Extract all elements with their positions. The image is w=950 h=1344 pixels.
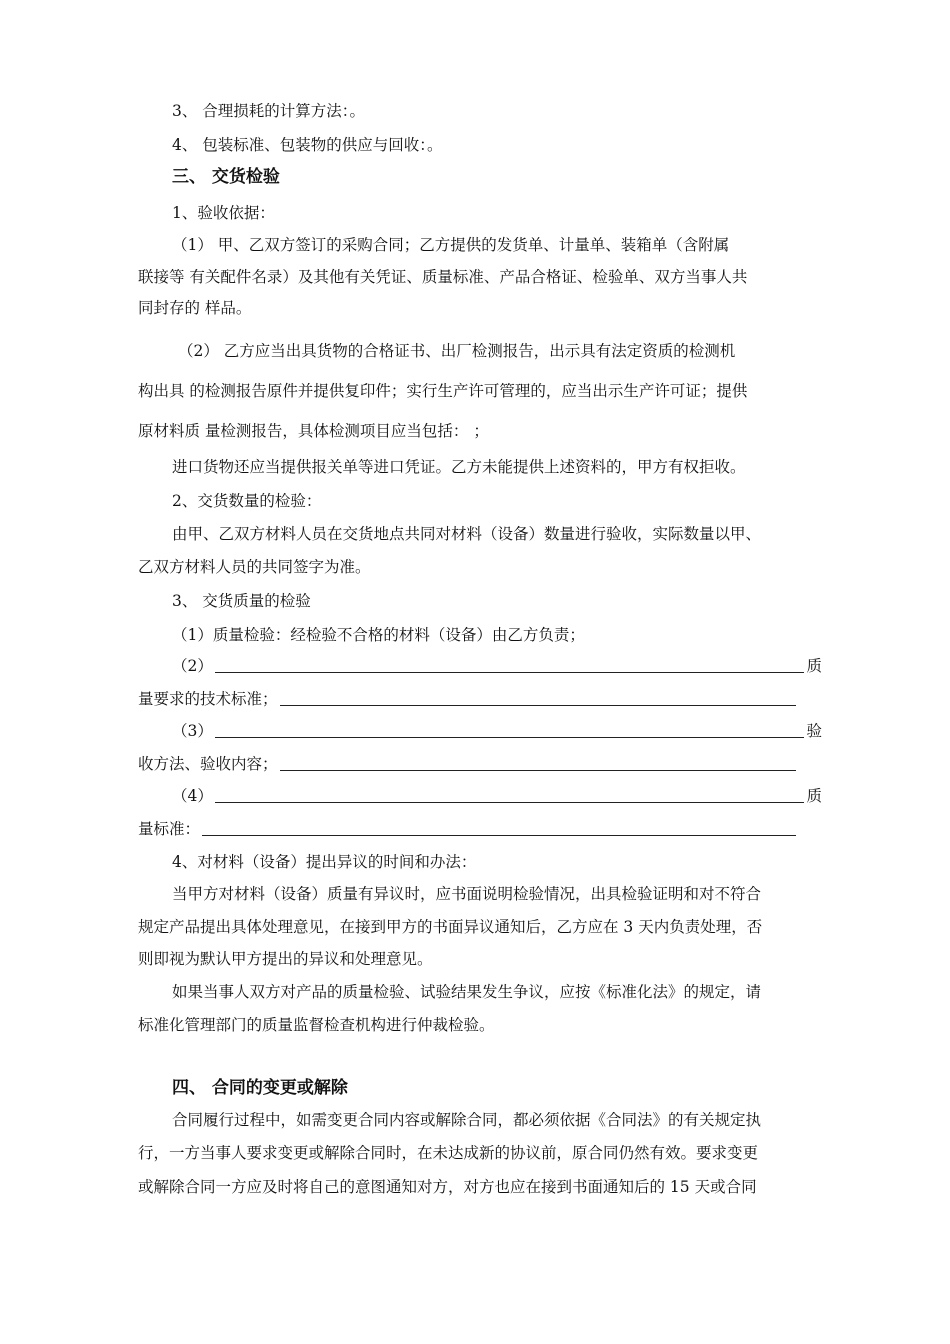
paragraph-line: 标准化管理部门的质量监督检查机构进行仲裁检验。	[138, 1016, 495, 1034]
paragraph-line: 由甲、乙双方材料人员在交货地点共同对材料（设备）数量进行验收，实际数量以甲、	[172, 525, 762, 543]
paragraph-line: 合同履行过程中，如需变更合同内容或解除合同，都必须依据《合同法》的有关规定执	[172, 1111, 762, 1129]
fill-line-tail: 验	[806, 722, 822, 740]
blank-underline	[215, 788, 805, 803]
paragraph-line: 当甲方对材料（设备）质量有异议时，应书面说明检验情况，出具检验证明和对不符合	[172, 885, 762, 903]
fill-line-row	[138, 689, 798, 709]
paragraph-line: 联接等 有关配件名录）及其他有关凭证、质量标准、产品合格证、检验单、双方当事人共	[138, 268, 748, 286]
fill-line-tail: 质	[806, 787, 822, 805]
subheading-quantity-inspection: 2、交货数量的检验：	[172, 492, 322, 510]
subheading-objection-procedure: 4、对材料（设备）提出异议的时间和办法：	[172, 853, 477, 871]
fill-line-row	[172, 656, 822, 676]
paragraph-line: （1） 甲、乙双方签订的采购合同；乙方提供的发货单、计量单、装箱单（含附属	[172, 236, 730, 254]
fill-line-label: 量要求的技术标准；	[138, 690, 278, 708]
fill-line-row	[138, 754, 798, 774]
paragraph-line: 原材料质 量检测报告，具体检测项目应当包括： ；	[138, 422, 489, 440]
section-heading-contract-change: 四、 合同的变更或解除	[172, 1078, 348, 1098]
paragraph-import-documents: 进口货物还应当提供报关单等进口凭证。乙方未能提供上述资料的，甲方有权拒收。	[172, 458, 746, 476]
fill-line-label: （2）	[172, 657, 213, 675]
paragraph-line: 或解除合同一方应及时将自己的意图通知对方，对方也应在接到书面通知后的 15 天或合同	[138, 1178, 757, 1196]
fill-line-label: 收方法、验收内容；	[138, 755, 278, 773]
blank-underline	[215, 658, 805, 673]
fill-line-label: （3）	[172, 722, 213, 740]
fill-line-row	[138, 819, 798, 839]
paragraph-line: （2） 乙方应当出具货物的合格证书、出厂检测报告，出示具有法定资质的检测机	[178, 342, 736, 360]
fill-line-row	[172, 721, 822, 741]
blank-underline	[280, 691, 796, 706]
item-loss-calculation: 3、 合理损耗的计算方法：。	[172, 102, 366, 120]
fill-line-row	[172, 786, 822, 806]
fill-line-label: （4）	[172, 787, 213, 805]
paragraph-line: 乙双方材料人员的共同签字为准。	[138, 558, 371, 576]
quality-item-1: （1）质量检验：经检验不合格的材料（设备）由乙方负责；	[172, 626, 585, 644]
fill-line-label: 量标准：	[138, 820, 201, 838]
blank-underline	[202, 821, 796, 836]
blank-underline	[280, 756, 796, 771]
subheading-quality-inspection: 3、 交货质量的检验	[172, 592, 311, 610]
paragraph-line: 规定产品提出具体处理意见，在接到甲方的书面异议通知后，乙方应在 3 天内负责处理，否	[138, 918, 763, 936]
subheading-acceptance-basis: 1、验收依据：	[172, 204, 275, 222]
paragraph-line: 构出具 的检测报告原件并提供复印件；实行生产许可管理的，应当出示生产许可证；提供	[138, 382, 748, 400]
section-heading-delivery-inspection: 三、 交货检验	[172, 167, 280, 187]
item-packaging-standard: 4、 包装标准、包装物的供应与回收：。	[172, 136, 443, 154]
paragraph-line: 如果当事人双方对产品的质量检验、试验结果发生争议，应按《标准化法》的规定，请	[172, 983, 762, 1001]
blank-underline	[215, 723, 805, 738]
fill-line-tail: 质	[806, 657, 822, 675]
paragraph-line: 同封存的 样品。	[138, 299, 252, 317]
paragraph-line: 行，一方当事人要求变更或解除合同时，在未达成新的协议前，原合同仍然有效。要求变更	[138, 1144, 759, 1162]
paragraph-line: 则即视为默认甲方提出的异议和处理意见。	[138, 950, 433, 968]
